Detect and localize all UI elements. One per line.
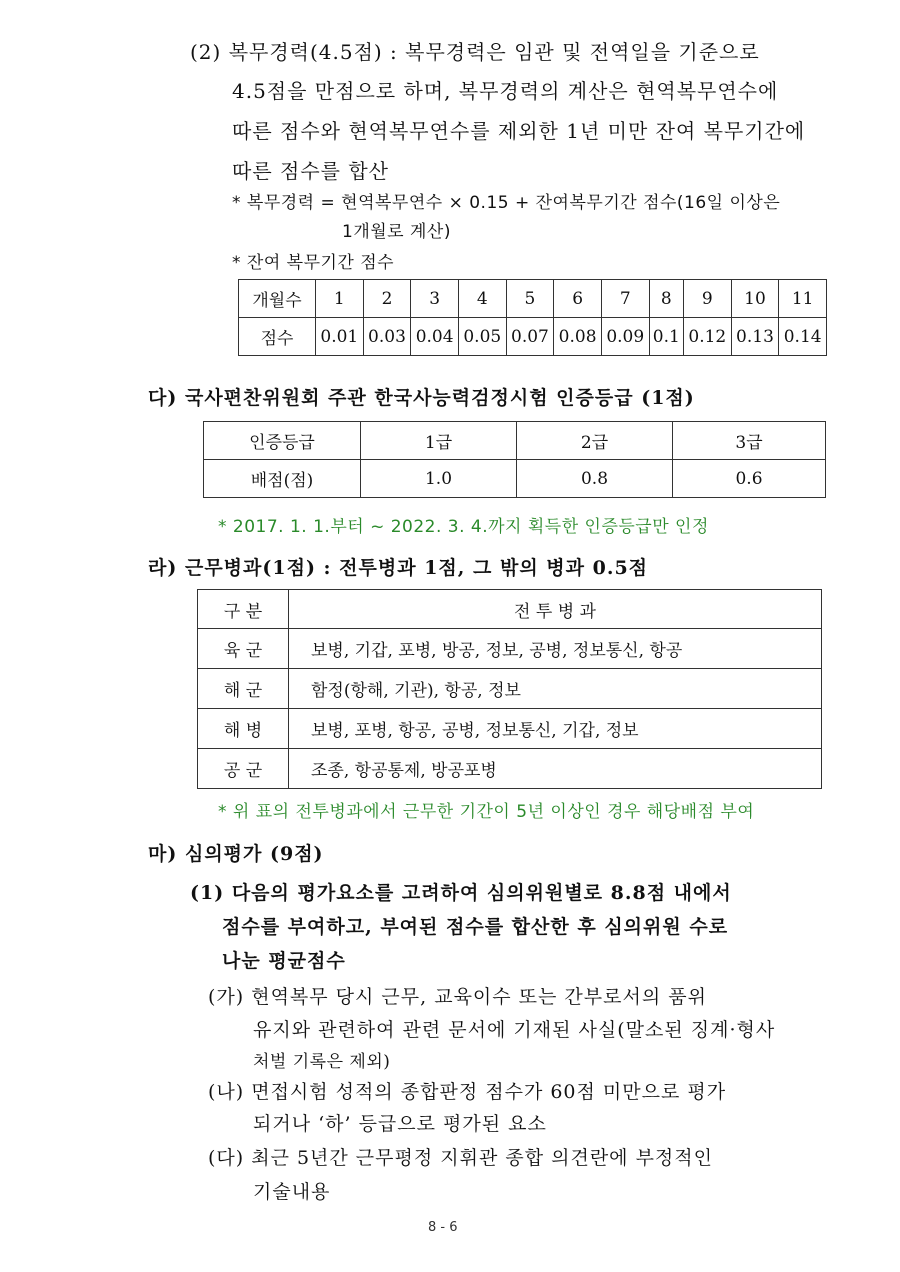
ma-da-line2: 기술내용 xyxy=(253,1181,331,1203)
ma-p1-line1: (1) 다음의 평가요소를 고려하여 심의위원별로 8.8점 내에서 xyxy=(190,882,732,904)
grade-header: 1급 xyxy=(361,422,517,460)
ma-p1-line3: 나눈 평균점수 xyxy=(222,950,346,972)
table-row xyxy=(239,318,827,356)
section2-line4: 따른 점수를 합산 xyxy=(232,159,389,183)
ma-ga-line2: 유지와 관련하여 관련 문서에 기재된 사실(말소된 징계·형사 xyxy=(253,1019,776,1041)
score-cell: 0.03 xyxy=(363,318,411,356)
grade-cell: 0.6 xyxy=(673,460,826,498)
formula-line1: * 복무경력 = 현역복무연수 × 0.15 + 잔여복무기간 점수(16일 이상은 xyxy=(232,193,781,213)
month-cell: 6 xyxy=(554,280,602,318)
branch-list: 보병, 기갑, 포병, 방공, 정보, 공병, 정보통신, 항공 xyxy=(289,629,822,669)
ma-ga-line1: (가) 현역복무 당시 근무, 교육이수 또는 간부로서의 품위 xyxy=(208,986,707,1008)
score-cell: 0.01 xyxy=(316,318,364,356)
table-row xyxy=(204,460,826,498)
grade-header: 인증등급 xyxy=(204,422,361,460)
branch-header: 전 투 병 과 xyxy=(289,590,822,629)
ma-da-line1: (다) 최근 5년간 근무평정 지휘관 종합 의견란에 부정적인 xyxy=(208,1147,713,1169)
ma-na-line2: 되거나 ‘하’ 등급으로 평가된 요소 xyxy=(253,1113,547,1135)
score-cell: 0.1 xyxy=(649,318,683,356)
months-header: 개월수 xyxy=(239,280,316,318)
remain-title: * 잔여 복무기간 점수 xyxy=(232,253,395,273)
month-cell: 5 xyxy=(506,280,554,318)
section-da-note: * 2017. 1. 1.부터 ~ 2022. 3. 4.까지 획득한 인증등급만 인정 xyxy=(218,517,709,537)
grade-table xyxy=(203,421,826,498)
month-cell: 2 xyxy=(363,280,411,318)
month-cell: 8 xyxy=(649,280,683,318)
month-cell: 3 xyxy=(411,280,459,318)
branch-header: 구 분 xyxy=(198,590,289,629)
month-cell: 10 xyxy=(731,280,779,318)
score-header: 점수 xyxy=(239,318,316,356)
formula-line2: 1개월로 계산) xyxy=(342,222,451,242)
branch-table xyxy=(197,589,822,789)
score-cell: 0.09 xyxy=(601,318,649,356)
table-row xyxy=(198,669,822,709)
month-cell: 7 xyxy=(601,280,649,318)
section-ra-title: 라) 근무병과(1점) : 전투병과 1점, 그 밖의 병과 0.5점 xyxy=(148,557,649,579)
grade-cell: 1.0 xyxy=(361,460,517,498)
grade-header: 2급 xyxy=(517,422,673,460)
ma-p1-line2: 점수를 부여하고, 부여된 점수를 합산한 후 심의위원 수로 xyxy=(222,916,729,938)
score-cell: 0.04 xyxy=(411,318,459,356)
table-row xyxy=(198,709,822,749)
ma-na-line1: (나) 면접시험 성적의 종합판정 점수가 60점 미만으로 평가 xyxy=(208,1081,727,1103)
table-row xyxy=(198,629,822,669)
branch-name: 해 병 xyxy=(198,709,289,749)
section-da-title: 다) 국사편찬위원회 주관 한국사능력검정시험 인증등급 (1점) xyxy=(148,387,695,409)
score-cell: 0.07 xyxy=(506,318,554,356)
score-cell: 0.08 xyxy=(554,318,602,356)
table-row xyxy=(239,280,827,318)
section2-line1: (2) 복무경력(4.5점) : 복무경력은 임관 및 전역일을 기준으로 xyxy=(190,40,760,64)
table-row xyxy=(198,749,822,789)
grade-cell: 0.8 xyxy=(517,460,673,498)
month-cell: 1 xyxy=(316,280,364,318)
month-cell: 4 xyxy=(458,280,506,318)
branch-list: 조종, 항공통제, 방공포병 xyxy=(289,749,822,789)
branch-name: 공 군 xyxy=(198,749,289,789)
score-cell: 0.13 xyxy=(731,318,779,356)
table-row xyxy=(198,590,822,629)
score-cell: 0.12 xyxy=(683,318,731,356)
month-cell: 9 xyxy=(683,280,731,318)
branch-list: 함정(항해, 기관), 항공, 정보 xyxy=(289,669,822,709)
branch-list: 보병, 포병, 항공, 공병, 정보통신, 기갑, 정보 xyxy=(289,709,822,749)
section2-line2: 4.5점을 만점으로 하며, 복무경력의 계산은 현역복무연수에 xyxy=(232,79,779,103)
score-cell: 0.05 xyxy=(458,318,506,356)
remain-score-table xyxy=(238,279,827,356)
section-ma-title: 마) 심의평가 (9점) xyxy=(148,843,324,865)
grade-header: 3급 xyxy=(673,422,826,460)
grade-cell: 배점(점) xyxy=(204,460,361,498)
branch-name: 해 군 xyxy=(198,669,289,709)
page-number: 8 - 6 xyxy=(428,1220,458,1235)
section-ra-note: * 위 표의 전투병과에서 근무한 기간이 5년 이상인 경우 해당배점 부여 xyxy=(218,802,755,822)
branch-name: 육 군 xyxy=(198,629,289,669)
score-cell: 0.14 xyxy=(779,318,827,356)
month-cell: 11 xyxy=(779,280,827,318)
ma-ga-line3: 처벌 기록은 제외) xyxy=(253,1052,391,1072)
table-row xyxy=(204,422,826,460)
section2-line3: 따른 점수와 현역복무연수를 제외한 1년 미만 잔여 복무기간에 xyxy=(232,119,806,143)
